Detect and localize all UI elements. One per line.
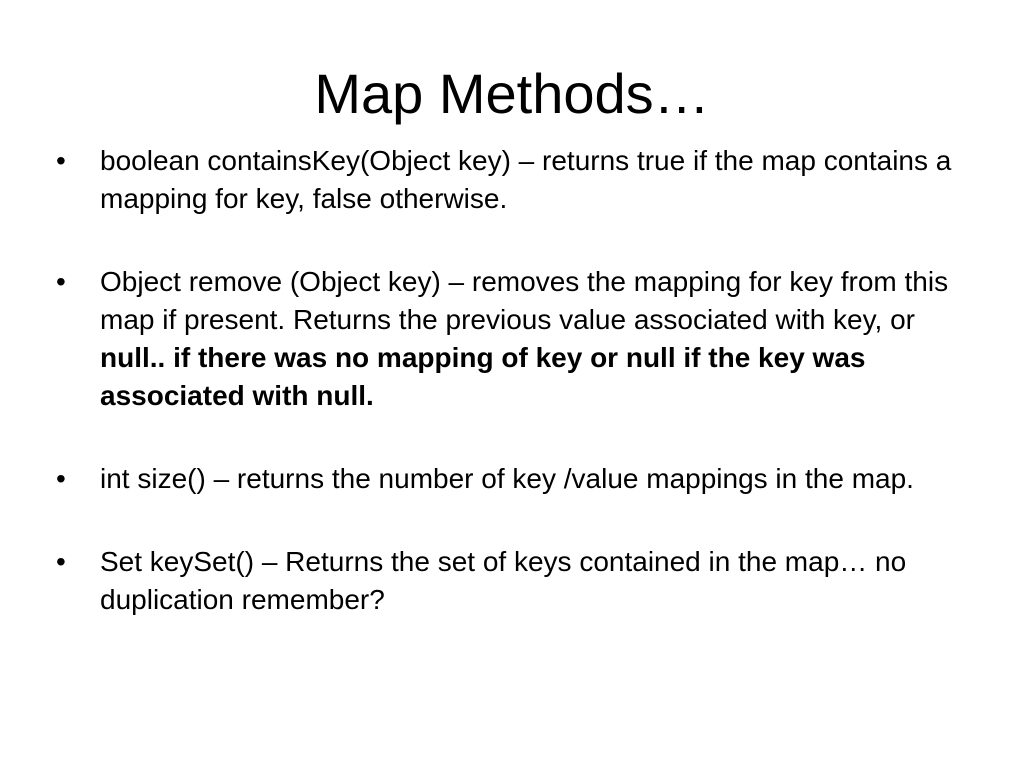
bullet-text: Object remove (Object key) – removes the mapping for key from this map if present. Returns the previous value associated with key, or [100, 266, 949, 335]
bullet-text: Set keySet() – Returns the set of keys contained in the map… no duplication remember? [100, 546, 907, 615]
bullet-containskey [56, 142, 966, 218]
bullet-remove [56, 263, 966, 415]
bullet-point-icon: • [56, 145, 66, 176]
bullet-list [56, 142, 966, 664]
bullet-keyset [56, 543, 966, 619]
bullet-size [56, 460, 966, 498]
bullet-bold-text: null.. if there was no mapping of key or null if the key was associated with null. [100, 342, 866, 411]
bullet-point-icon: • [56, 546, 66, 577]
bullet-point-icon: • [56, 463, 66, 494]
bullet-text: boolean containsKey(Object key) – returns true if the map contains a mapping for key, false otherwise. [100, 145, 952, 214]
bullet-point-icon: • [56, 266, 66, 297]
slide-title: Map Methods… [314, 62, 710, 125]
bullet-text: int size() – returns the number of key /value mappings in the map. [100, 463, 914, 494]
